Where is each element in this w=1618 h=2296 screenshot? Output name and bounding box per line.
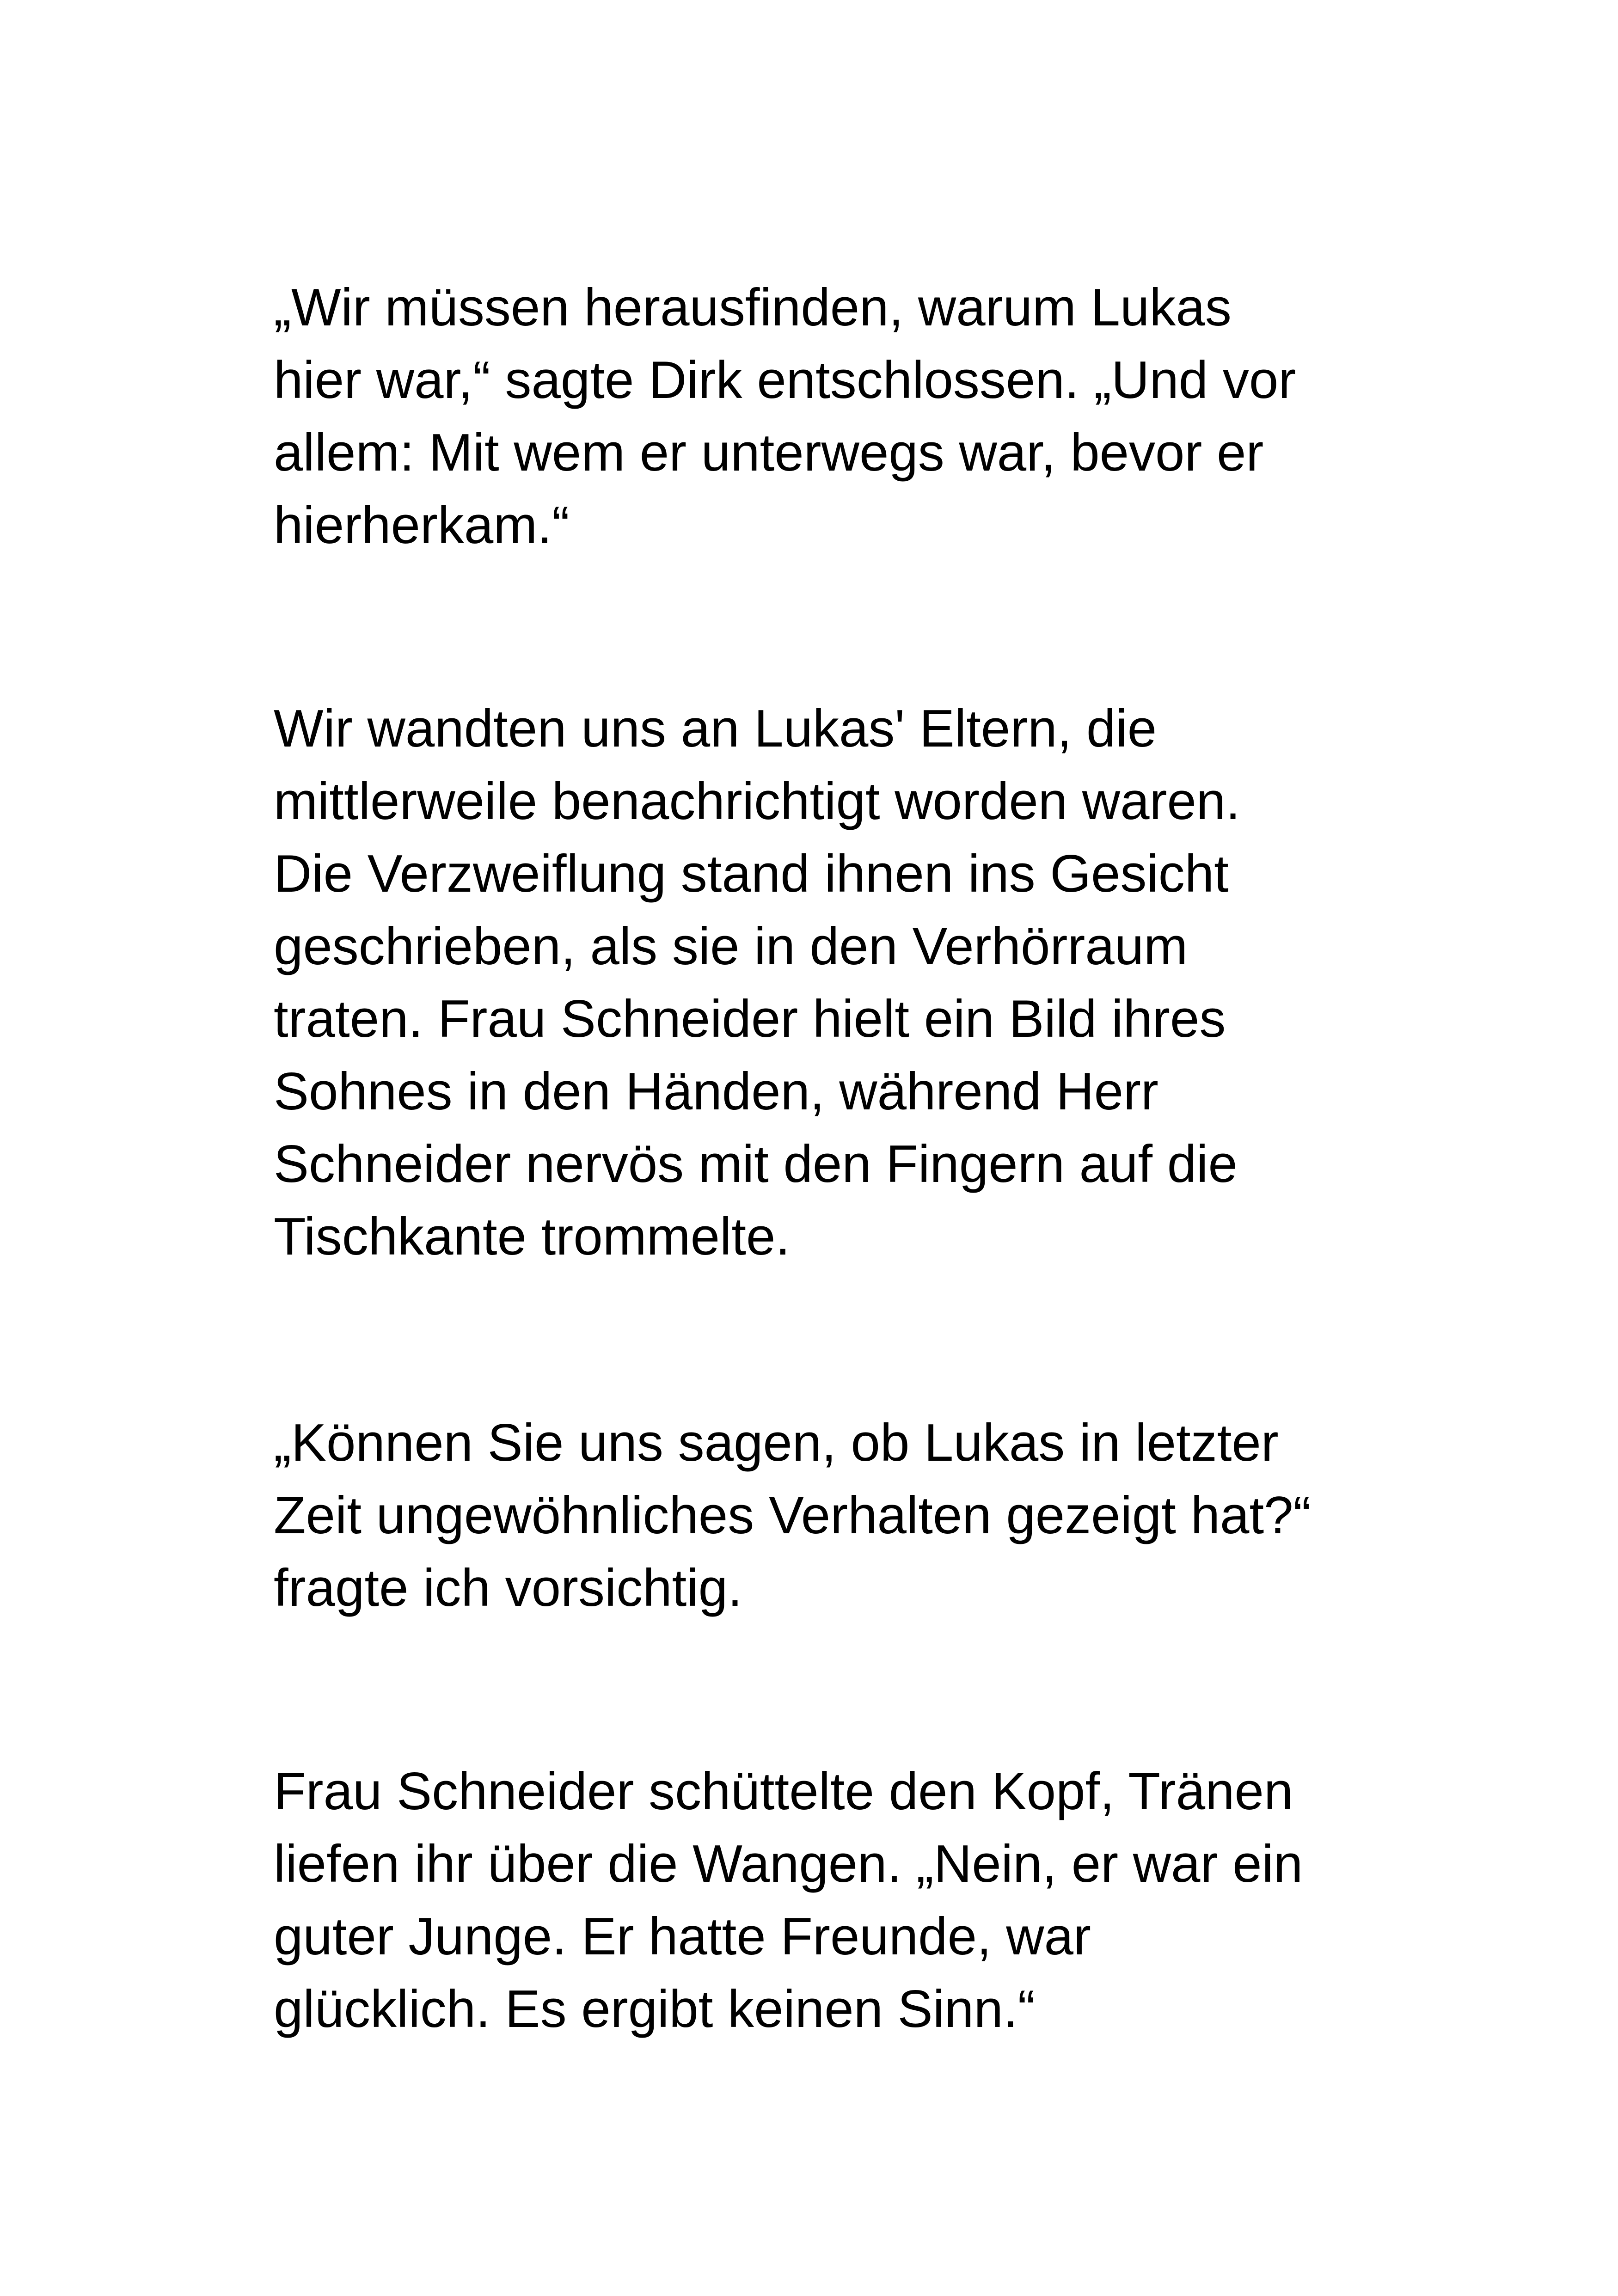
paragraph-line: Schneider nervös mit den Fingern auf die [274,1135,1238,1194]
paragraph-line: glücklich. Es ergibt keinen Sinn.“ [274,1980,1036,2039]
paragraph-line: Sohnes in den Händen, während Herr [274,1062,1158,1121]
paragraph-line: Frau Schneider schüttelte den Kopf, Tränen [274,1762,1293,1821]
paragraph-3 [274,1407,1383,1624]
paragraph-1 [274,271,1383,562]
paragraph-line: traten. Frau Schneider hielt ein Bild ihres [274,990,1226,1048]
paragraph-line: Zeit ungewöhnliches Verhalten gezeigt hat?“ [274,1486,1311,1545]
paragraph-line: Tischkante trommelte. [274,1207,791,1266]
paragraph-line: hierherkam.“ [274,496,570,555]
paragraph-line: „Können Sie uns sagen, ob Lukas in letzter [274,1414,1279,1472]
paragraph-line: guter Junge. Er hatte Freunde, war [274,1907,1091,1966]
paragraph-line: Wir wandten uns an Lukas' Eltern, die [274,699,1157,758]
paragraph-line: liefen ihr über die Wangen. „Nein, er war ein [274,1835,1303,1893]
paragraph-4 [274,1755,1383,2045]
paragraph-line: geschrieben, als sie in den Verhörraum [274,917,1188,976]
paragraph-2 [274,692,1383,1273]
paragraph-line: allem: Mit wem er unterwegs war, bevor er [274,423,1264,482]
paragraph-line: Die Verzweiflung stand ihnen ins Gesicht [274,845,1229,903]
paragraph-line: „Wir müssen herausfinden, warum Lukas [274,278,1232,337]
paragraph-line: fragte ich vorsichtig. [274,1559,742,1617]
paragraph-line: mittlerweile benachrichtigt worden waren. [274,772,1240,831]
paragraph-line: hier war,“ sagte Dirk entschlossen. „Und vor [274,351,1296,410]
